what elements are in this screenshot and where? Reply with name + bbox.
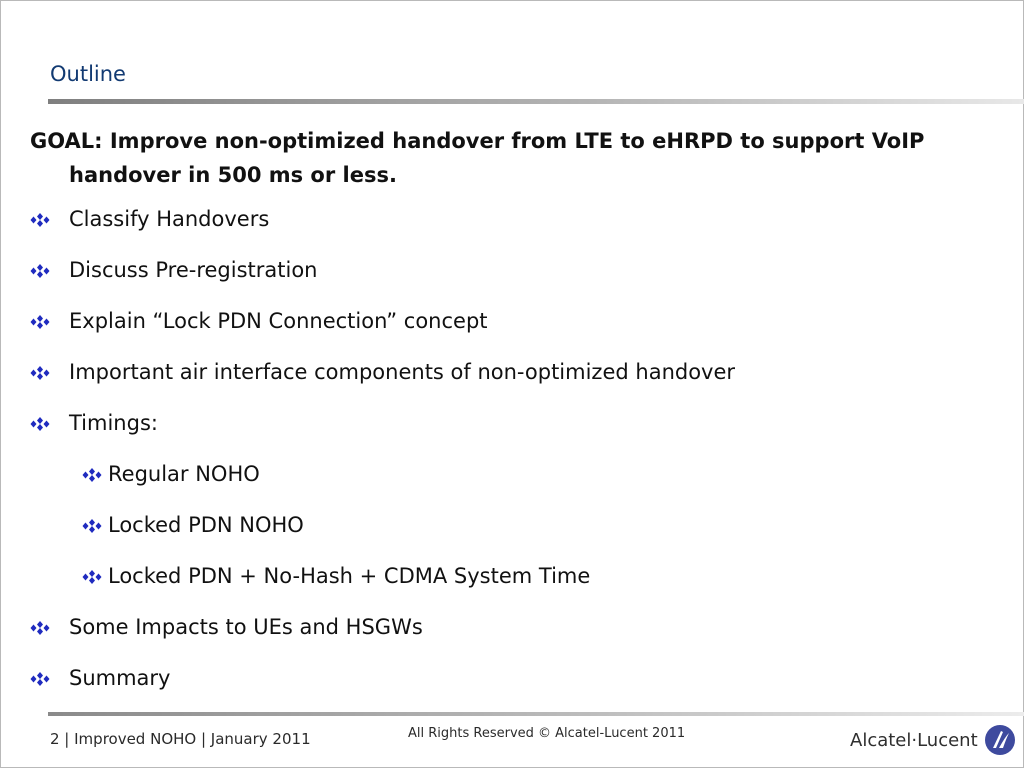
logo-text: Alcatel·Lucent [850,729,978,751]
diamond-bullet-icon [30,417,50,431]
bullet-item [30,665,990,702]
diamond-bullet-icon [82,570,102,584]
bullet-text: Important air interface components of non-optimized handover [69,360,736,384]
bullet-text: Timings: [69,411,158,435]
bullet-text: Classify Handovers [69,207,270,231]
bullet-item [30,410,990,447]
footer-copyright: All Rights Reserved © Alcatel-Lucent 2011 [408,726,686,741]
slide-content [30,124,990,716]
bullet-text: Discuss Pre-registration [69,258,318,282]
bullet-item [30,257,990,294]
diamond-bullet-icon [30,672,50,686]
bullet-item [30,614,990,651]
slide-title: Outline [50,62,126,86]
sub-bullet-text: Locked PDN NOHO [108,513,304,537]
sub-bullet-text: Locked PDN + No-Hash + CDMA System Time [108,564,591,588]
sub-bullet-item [30,563,990,600]
sub-bullet-item [30,512,990,549]
bullet-item [30,359,990,396]
diamond-bullet-icon [30,315,50,329]
goal-statement: GOAL: Improve non-optimized handover from LTE to eHRPD to support VoIP handover in 500 ms or less. [30,129,925,187]
bullet-text: Some Impacts to UEs and HSGWs [69,615,423,639]
bullet-text: Summary [69,666,171,690]
diamond-bullet-icon [30,621,50,635]
footer-divider [48,712,1024,716]
bullet-item [30,308,990,345]
sub-bullet-text: Regular NOHO [108,462,260,486]
diamond-bullet-icon [82,519,102,533]
bullet-text: Explain “Lock PDN Connection” concept [69,309,488,333]
sub-bullet-item [30,461,990,498]
title-divider [48,99,1024,104]
diamond-bullet-icon [82,468,102,482]
company-logo [850,724,1016,756]
bullet-item [30,206,990,243]
alcatel-lucent-logo-icon [984,724,1016,756]
diamond-bullet-icon [30,264,50,278]
footer-page-info: 2 | Improved NOHO | January 2011 [50,730,311,748]
diamond-bullet-icon [30,366,50,380]
diamond-bullet-icon [30,213,50,227]
